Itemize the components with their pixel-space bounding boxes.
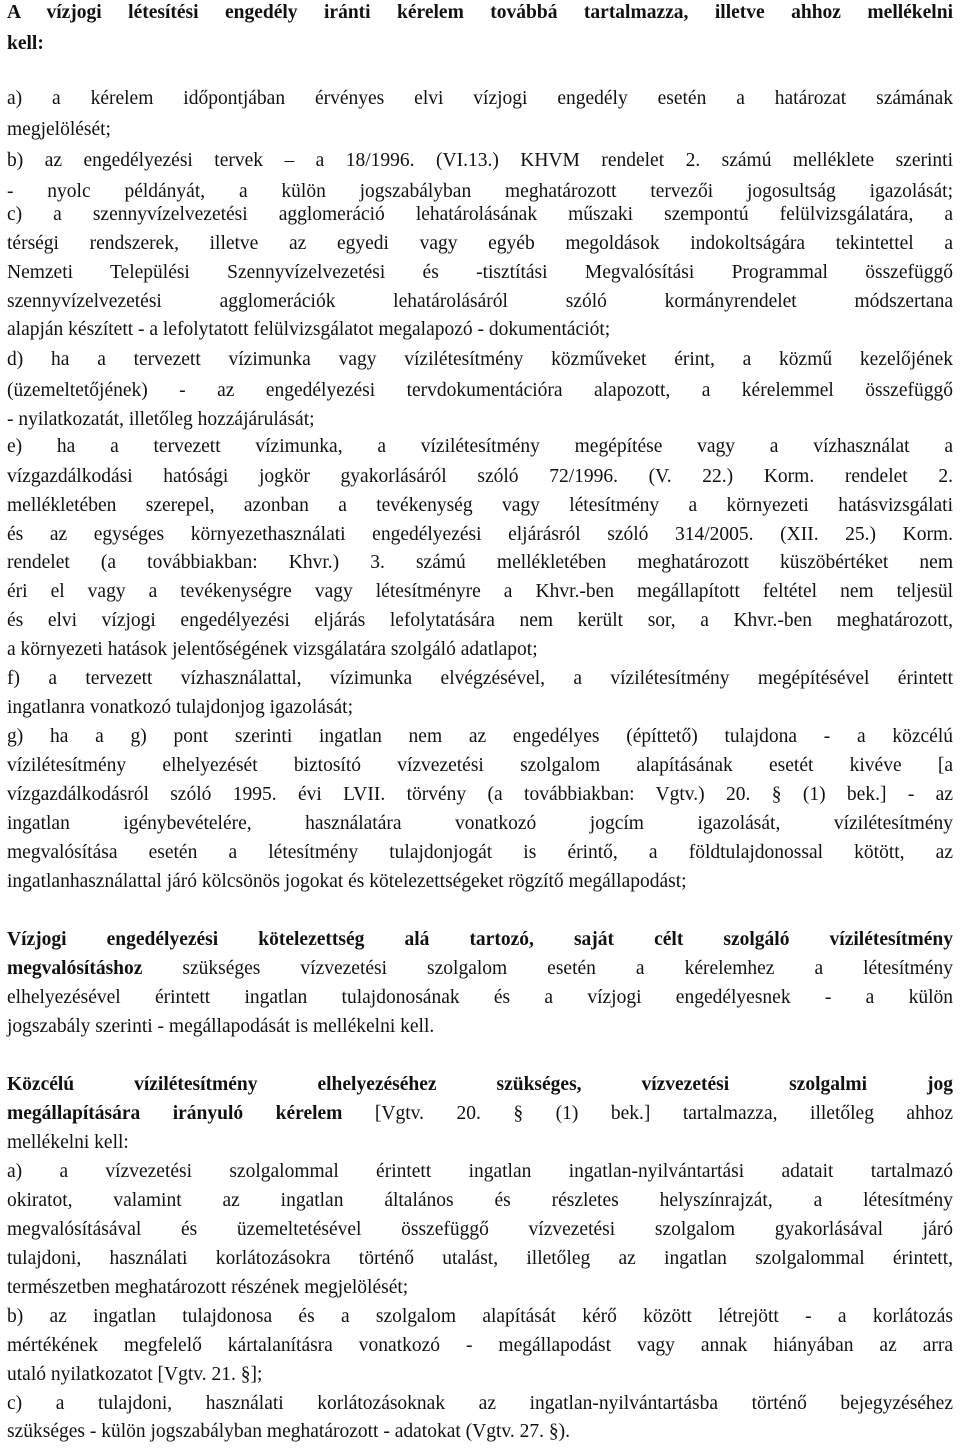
paragraph-line: b) az ingatlan tulajdonosa és a szolgalom alapítását kérő között létrejött - a korlátozás	[7, 1306, 953, 1327]
section3-heading-bold: megállapítására irányuló kérelem	[7, 1103, 343, 1124]
paragraph-line: megvalósítása esetén a létesítmény tulajdonjogát is érintő, a földtulajdonossal kötött, az	[7, 842, 953, 863]
paragraph-line: rendelet (a továbbiakban: Khvr.) 3. számú mellékletében meghatározott küszöbértéket nem	[7, 552, 953, 573]
paragraph-line: mellékletében szerepel, azonban a tevékenység vagy létesítmény a környezeti hatásvizsgálati	[7, 495, 953, 516]
paragraph-line: mértékének megfelelő kártalanításra vonatkozó - megállapodást vagy annak hiányában az arra	[7, 1335, 953, 1356]
paragraph-line: és elvi vízjogi engedélyezési eljárás lefolytatására nem került sor, a Khvr.-ben meghatározott,	[7, 610, 953, 631]
paragraph-line: szennyvízelvezetési agglomerációk lehatárolásáról szóló kormányrendelet módszertana	[7, 291, 953, 312]
paragraph-line: alapján készített - a lefolytatott felülvizsgálatot megalapozó - dokumentációt;	[7, 319, 611, 340]
paragraph-line: természetben meghatározott részének megjelölését;	[7, 1277, 409, 1298]
paragraph-line: szükséges - külön jogszabályban meghatározott - adatokat (Vgtv. 27. §).	[7, 1421, 570, 1442]
paragraph-line: utaló nyilatkozatot [Vgtv. 21. §];	[7, 1364, 263, 1385]
paragraph-line: g) ha a g) pont szerinti ingatlan nem az engedélyes (építtető) tulajdona - a közcélú	[7, 726, 953, 747]
paragraph-line: d) ha a tervezett vízimunka vagy vízilétesítmény közműveket érint, a közmű kezelőjének	[7, 349, 953, 370]
section2-heading-bold: megvalósításhoz	[7, 958, 143, 979]
paragraph-line: vízgazdálkodásról szóló 1995. évi LVII. törvény (a továbbiakban: Vgtv.) 20. § (1) bek.] - az	[7, 784, 953, 805]
paragraph-line: a) a kérelem időpontjában érvényes elvi vízjogi engedély esetén a határozat számának	[7, 88, 953, 109]
section2-heading-line-1: Vízjogi engedélyezési kötelezettség alá tartozó, saját célt szolgáló vízilétesítmény	[7, 929, 953, 950]
paragraph-line: c) a szennyvízelvezetési agglomeráció lehatárolásának műszaki szempontú felülvizsgálatára, a	[7, 204, 953, 225]
paragraph-line: f) a tervezett vízhasználattal, vízimunka elvégzésével, a vízilétesítmény megépítésével érintett	[7, 668, 953, 689]
paragraph-line: ingatlanra vonatkozó tulajdonjog igazolását;	[7, 697, 354, 718]
paragraph-line: a) a vízvezetési szolgalommal érintett ingatlan ingatlan-nyilvántartási adatait tartalmazó	[7, 1161, 953, 1182]
heading-line-2: kell:	[7, 33, 44, 54]
paragraph-line: elhelyezésével érintett ingatlan tulajdonosának és a vízjogi engedélyesnek - a külön	[7, 987, 953, 1008]
paragraph-line: - nyilatkozatát, illetőleg hozzájárulását;	[7, 409, 315, 430]
paragraph-line: okiratot, valamint az ingatlan általános és részletes helyszínrajzát, a létesítmény	[7, 1190, 953, 1211]
section3-heading-line-1: Közcélú vízilétesítmény elhelyezéséhez szükséges, vízvezetési szolgalmi jog	[7, 1074, 953, 1095]
paragraph-line: Nemzeti Települési Szennyvízelvezetési és -tisztítási Megvalósítási Programmal összefüggő	[7, 262, 953, 283]
paragraph-line: jogszabály szerinti - megállapodását is mellékelni kell.	[7, 1016, 435, 1037]
paragraph-line: e) ha a tervezett vízimunka, a vízilétesítmény megépítése vagy a vízhasználat a	[7, 436, 953, 457]
section2-line-2-text: szükséges vízvezetési szolgalom esetén a kérelemhez a létesítmény	[142, 958, 953, 979]
paragraph-line: ingatlanhasználattal járó kölcsönös jogokat és kötelezettségeket rögzítő megállapodást;	[7, 871, 687, 892]
paragraph-line: ingatlan igénybevételére, használatára vonatkozó jogcím igazolását, vízilétesítmény	[7, 813, 953, 834]
section2-line-2	[7, 957, 953, 981]
heading-line-1: A vízjogi létesítési engedély iránti kérelem továbbá tartalmazza, illetve ahhoz mellékelni	[7, 2, 953, 23]
paragraph-line: vízgazdálkodási hatósági jogkör gyakorlásáról szóló 72/1996. (V. 22.) Korm. rendelet 2.	[7, 466, 953, 487]
paragraph-line: c) a tulajdoni, használati korlátozásoknak az ingatlan-nyilvántartásba történő bejegyzéséhez	[7, 1393, 953, 1414]
paragraph-line: - nyolc példányát, a külön jogszabályban meghatározott tervezői jogosultság igazolását;	[7, 181, 953, 202]
paragraph-line: megjelölését;	[7, 119, 111, 140]
paragraph-line: a környezeti hatások jelentőségének vizsgálatára szolgáló adatlapot;	[7, 639, 538, 660]
paragraph-line: b) az engedélyezési tervek – a 18/1996. (VI.13.) KHVM rendelet 2. számú melléklete szerinti	[7, 150, 953, 171]
paragraph-line: (üzemeltetőjének) - az engedélyezési tervdokumentációra alapozott, a kérelemmel összefüggő	[7, 380, 953, 401]
section3-line-2-text: [Vgtv. 20. § (1) bek.] tartalmazza, illetőleg ahhoz	[342, 1103, 953, 1124]
paragraph-line: éri el vagy a tevékenységre vagy létesítményre a Khvr.-ben megállapított feltétel nem teljesül	[7, 581, 953, 602]
section3-line-2	[7, 1102, 953, 1126]
paragraph-line: megvalósításával és üzemeltetésével összefüggő vízvezetési szolgalom gyakorlásával járó	[7, 1219, 953, 1240]
paragraph-line: térségi rendszerek, illetve az egyedi vagy egyéb megoldások indokoltságára tekintettel a	[7, 233, 953, 254]
paragraph-line: és az egységes környezethasználati engedélyezési eljárásról szóló 314/2005. (XII. 25.) Korm.	[7, 524, 953, 545]
paragraph-line: tulajdoni, használati korlátozásokra történő utalást, illetőleg az ingatlan szolgalommal érintett,	[7, 1248, 953, 1269]
paragraph-line: mellékelni kell:	[7, 1132, 129, 1153]
paragraph-line: vízilétesítmény elhelyezését biztosító vízvezetési szolgalom alapításának esetét kivéve [a	[7, 755, 953, 776]
